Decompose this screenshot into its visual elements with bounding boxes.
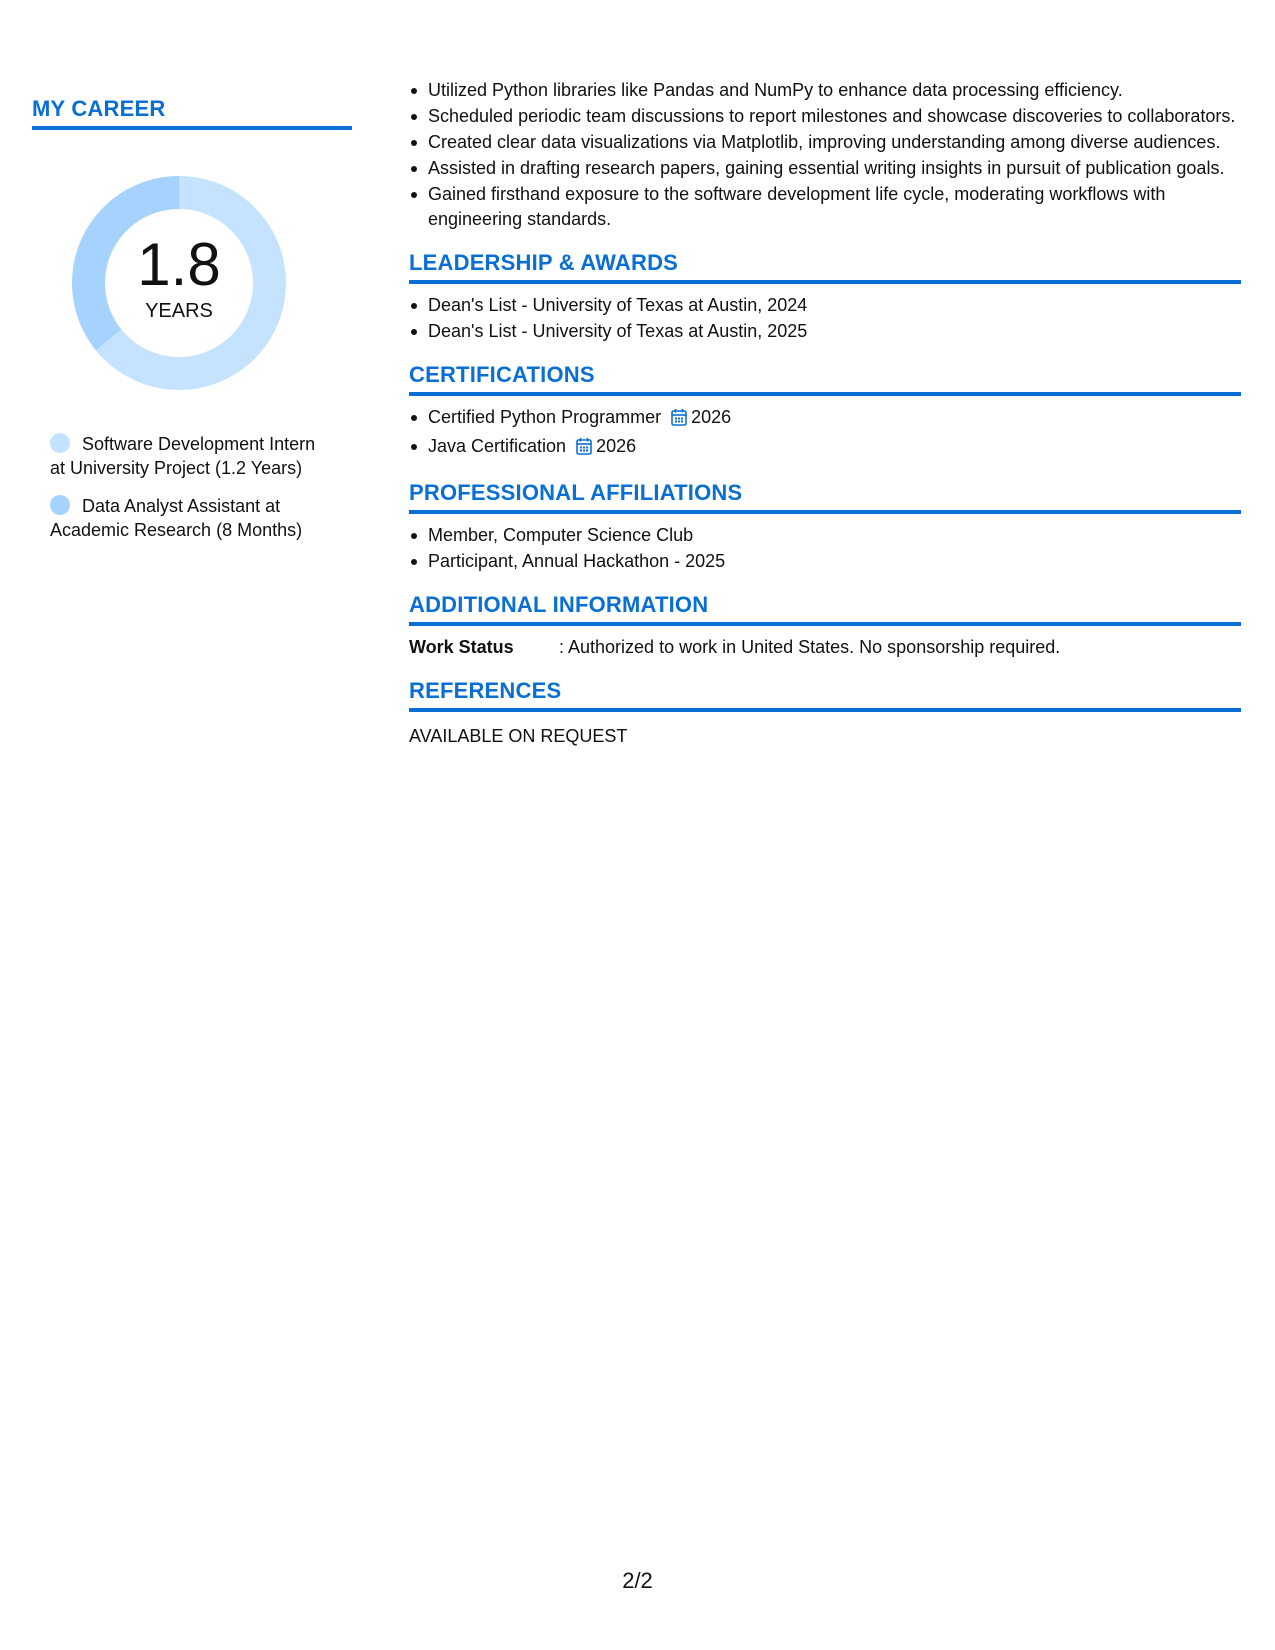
- certification-name: Java Certification: [428, 436, 567, 456]
- legend-dot: [50, 433, 70, 453]
- experience-bullet: Created clear data visualizations via Matplotlib, improving understanding among diverse audiences.: [428, 130, 1241, 155]
- career-sidebar: [32, 96, 352, 556]
- leadership-section-title: LEADERSHIP & AWARDS: [409, 250, 1241, 284]
- total-years-unit: YEARS: [145, 300, 213, 322]
- donut-center: [64, 168, 294, 398]
- legend-item: [50, 432, 320, 480]
- affiliations-section-title: PROFESSIONAL AFFILIATIONS: [409, 480, 1241, 514]
- affiliations-list: [409, 523, 1241, 574]
- certification-name: Certified Python Programmer: [428, 407, 662, 427]
- main-content: [409, 78, 1241, 749]
- legend-item: [50, 494, 320, 542]
- career-donut-chart: [64, 168, 294, 398]
- leadership-item: Dean's List - University of Texas at Austin, 2025: [428, 319, 1241, 344]
- references-text: AVAILABLE ON REQUEST: [409, 726, 628, 746]
- career-legend: [50, 432, 320, 542]
- work-status-row: [409, 635, 1241, 660]
- career-section-title: MY CAREER: [32, 96, 352, 130]
- experience-bullet: Utilized Python libraries like Pandas and NumPy to enhance data processing efficiency.: [428, 78, 1241, 103]
- legend-label: Software Development Intern at University Project (1.2 Years): [50, 434, 316, 478]
- calendar-icon: [671, 408, 687, 433]
- legend-dot: [50, 495, 70, 515]
- work-status-label: Work Status: [409, 637, 514, 657]
- certification-year: 2026: [596, 436, 637, 456]
- experience-bullet: Scheduled periodic team discussions to report milestones and showcase discoveries to collaborators.: [428, 104, 1241, 129]
- additional-info-section-title: ADDITIONAL INFORMATION: [409, 592, 1241, 626]
- experience-bullet: Assisted in drafting research papers, gaining essential writing insights in pursuit of publication goals.: [428, 156, 1241, 181]
- calendar-icon: [576, 437, 592, 462]
- additional-info-section: [409, 592, 1241, 660]
- legend-label: Data Analyst Assistant at Academic Research (8 Months): [50, 496, 303, 540]
- affiliation-item: Participant, Annual Hackathon - 2025: [428, 549, 1241, 574]
- certifications-section-title: CERTIFICATIONS: [409, 362, 1241, 396]
- page-number: 2/2: [622, 1568, 653, 1593]
- certification-year: 2026: [691, 407, 732, 427]
- leadership-list: [409, 293, 1241, 344]
- work-status-value: : Authorized to work in United States. No sponsorship required.: [559, 637, 1061, 657]
- references-section: [409, 678, 1241, 749]
- leadership-section: [409, 250, 1241, 344]
- affiliations-section: [409, 480, 1241, 574]
- experience-bullet-list: [409, 78, 1241, 232]
- certification-item: [428, 434, 1241, 462]
- affiliation-item: Member, Computer Science Club: [428, 523, 1241, 548]
- certifications-section: [409, 362, 1241, 462]
- total-years-value: 1.8: [137, 231, 221, 298]
- certification-item: [428, 405, 1241, 433]
- leadership-item: Dean's List - University of Texas at Austin, 2024: [428, 293, 1241, 318]
- references-section-title: REFERENCES: [409, 678, 1241, 712]
- certifications-list: [409, 405, 1241, 462]
- experience-bullet: Gained firsthand exposure to the software development life cycle, moderating workflows with engineering standards.: [428, 182, 1241, 232]
